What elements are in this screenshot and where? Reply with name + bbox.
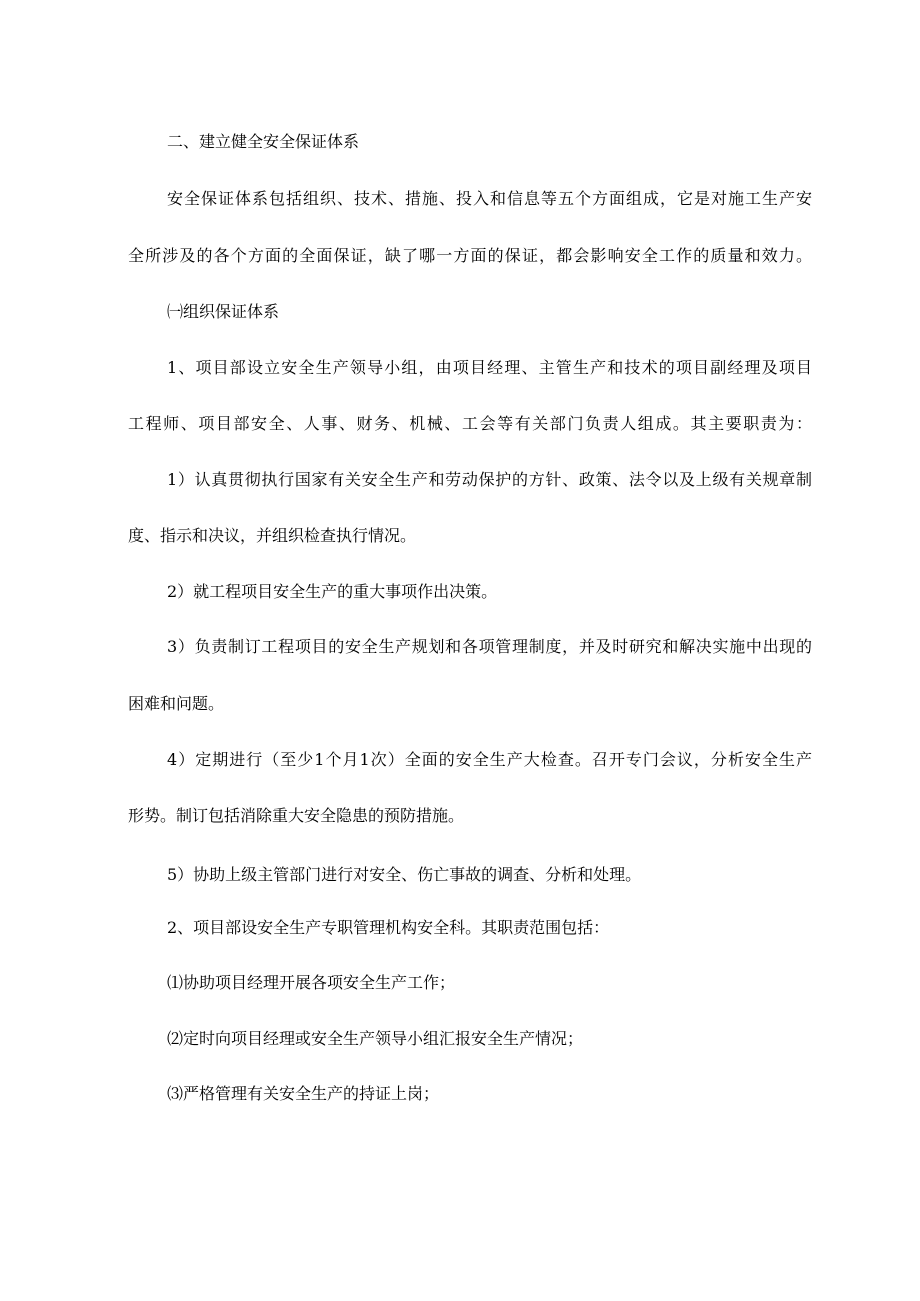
item-2: 2、项目部设安全生产专职管理机构安全科。其职责范围包括：	[167, 918, 610, 937]
item-1-line-1: 1、项目部设立安全生产领导小组，由项目经理、主管生产和技术的项目副经理及项目	[167, 358, 812, 377]
section-heading: 二、建立健全安全保证体系	[167, 132, 360, 151]
item-1-line-2: 工程师、项目部安全、人事、财务、机械、工会等有关部门负责人组成。其主要职责为：	[128, 414, 812, 433]
scope-3: ⑶严格管理有关安全生产的持证上岗；	[167, 1084, 440, 1103]
subsection-heading: ㈠组织保证体系	[167, 302, 280, 321]
duty-1-line-2: 度、指示和决议，并组织检查执行情况。	[128, 526, 417, 545]
duty-4-line-2: 形势。制订包括消除重大安全隐患的预防措施。	[128, 806, 465, 825]
duty-3-line-1: 3）负责制订工程项目的安全生产规划和各项管理制度，并及时研究和解决实施中出现的	[167, 637, 812, 656]
duty-5: 5）协助上级主管部门进行对安全、伤亡事故的调查、分析和处理。	[167, 865, 642, 884]
intro-line-2: 全所涉及的各个方面的全面保证，缺了哪一方面的保证，都会影响安全工作的质量和效力。	[128, 246, 812, 265]
scope-1: ⑴协助项目经理开展各项安全生产工作；	[167, 973, 456, 992]
duty-1-line-1: 1）认真贯彻执行国家有关安全生产和劳动保护的方针、政策、法令以及上级有关规章制	[167, 470, 812, 489]
duty-4-line-1: 4）定期进行（至少1个月1次）全面的安全生产大检查。召开专门会议，分析安全生产	[167, 750, 812, 769]
intro-line-1: 安全保证体系包括组织、技术、措施、投入和信息等五个方面组成，它是对施工生产安	[167, 189, 812, 208]
duty-3-line-2: 困难和问题。	[128, 694, 225, 713]
scope-2: ⑵定时向项目经理或安全生产领导小组汇报安全生产情况；	[167, 1029, 584, 1048]
duty-2: 2）就工程项目安全生产的重大事项作出决策。	[167, 582, 498, 601]
